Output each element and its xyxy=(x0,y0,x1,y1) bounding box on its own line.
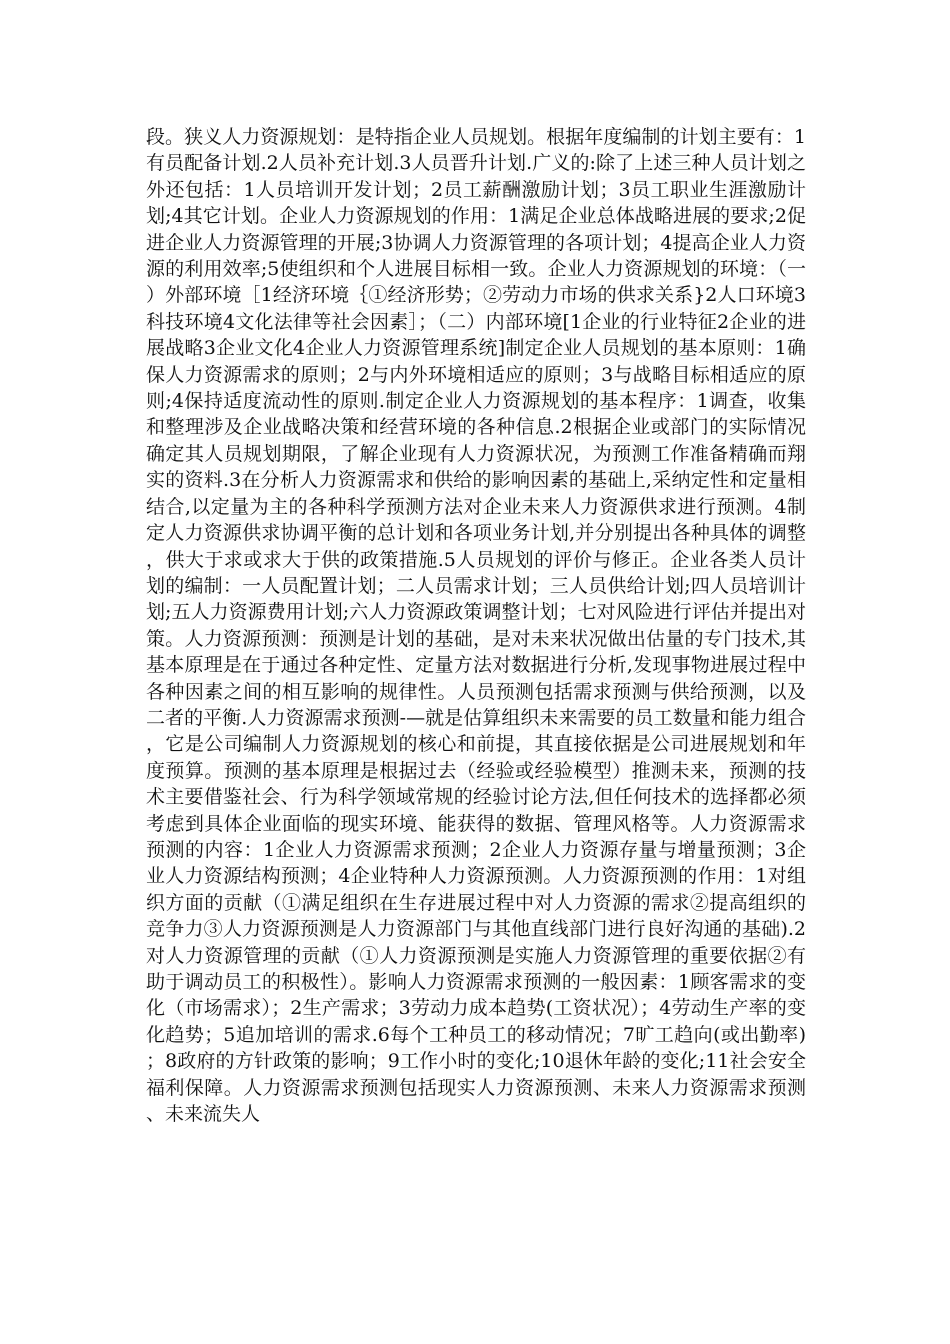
body-text: 段。狭义人力资源规划：是特指企业人员规划。根据年度编制的计划主要有：1有员配备计划.2人员补充计划.3人员晋升计划.广义的:除了上述三种人员计划之外还包括：1人员培训开发计划；2员工薪酬激励计划；3员工职业生涯激励计划;4其它计划。企业人力资源规划的作用：1满足企业总体战略进展的要求;2促进企业人力资源管理的开展;3协调人力资源管理的各项计划；4提高企业人力资源的利用效率;5使组织和个人进展目标相一致。企业人力资源规划的环境：（一）外部环境［1经济环境｛①经济形势；②劳动力市场的供求关系}2人口环境3科技环境4文化法律等社会因素］；（二）内部环境[1企业的行业特征2企业的进展战略3企业文化4企业人力资源管理系统]制定企业人员规划的基本原则：1确保人力资源需求的原则；2与内外环境相适应的原则；3与战略目标相适应的原则;4保持适度流动性的原则.制定企业人力资源规划的基本程序：1调查，收集和整理涉及企业战略决策和经营环境的各种信息.2根据企业或部门的实际情况确定其人员规划期限，了解企业现有人力资源状况，为预测工作准备精确而翔实的资料.3在分析人力资源需求和供给的影响因素的基础上,采纳定性和定量相结合,以定量为主的各种科学预测方法对企业未来人力资源供求进行预测。4制定人力资源供求协调平衡的总计划和各项业务计划,并分别提出各种具体的调整，供大于求或求大于供的政策措施.5人员规划的评价与修正。企业各类人员计划的编制：一人员配置计划；二人员需求计划；三人员供给计划;四人员培训计划;五人力资源费用计划;六人力资源政策调整计划；七对风险进行评估并提出对策。人力资源预测：预测是计划的基础，是对未来状况做出估量的专门技术,其基本原理是在于通过各种定性、定量方法对数据进行分析,发现事物进展过程中各种因素之间的相互影响的规律性。人员预测包括需求预测与供给预测，以及二者的平衡.人力资源需求预测-—就是估算组织未来需要的员工数量和能力组合，它是公司编制人力资源规划的核心和前提，其直接依据是公司进展规划和年度预算。预测的基本原理是根据过去（经验或经验模型）推测未来，预测的技术主要借鉴社会、行为科学领域常规的经验讨论方法,但任何技术的选择都必须考虑到具体企业面临的现实环境、能获得的数据、管理风格等。人力资源需求预测的内容：1企业人力资源需求预测；2企业人力资源存量与增量预测；3企业人力资源结构预测；4企业特种人力资源预测。人力资源预测的作用：1对组织方面的贡献（①满足组织在生存进展过程中对人力资源的需求②提高组织的竞争力③人力资源预测是人力资源部门与其他直线部门进行良好沟通的基础).2对人力资源管理的贡献（①人力资源预测是实施人力资源管理的重要依据②有助于调动员工的积极性）。影响人力资源需求预测的一般因素：1顾客需求的变化（市场需求）；2生产需求；3劳动力成本趋势(工资状况）；4劳动生产率的变化趋势；5追加培训的需求.6每个工种员工的移动情况；7旷工趋向(或出勤率)；8政府的方针政策的影响；9工作小时的变化;10退休年龄的变化;11社会安全福利保障。人力资源需求预测包括现实人力资源预测、未来人力资源需求预测、未来流失人 xyxy=(146,126,806,1126)
